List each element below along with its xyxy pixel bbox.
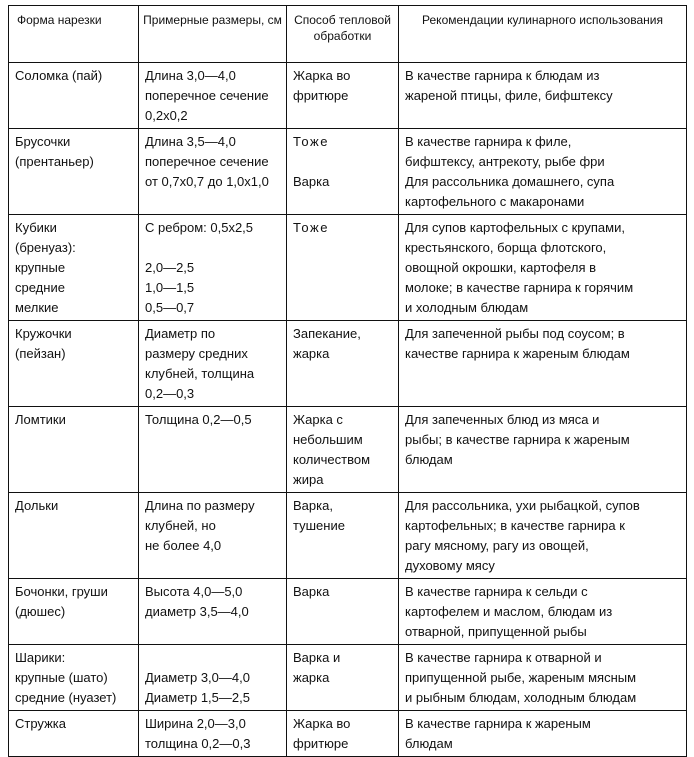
cut-form-cell bbox=[9, 645, 139, 711]
cell-line: средние (нуазет) bbox=[15, 690, 117, 705]
cell-line: 0,5—0,7 bbox=[145, 300, 195, 315]
cell-line: Брусочки bbox=[15, 134, 71, 149]
cell-line: В качестве гарнира к отварной и bbox=[405, 650, 602, 665]
cell-line: Варка, bbox=[293, 498, 333, 513]
sizes-cell bbox=[139, 711, 287, 757]
cell-line: размеру средних bbox=[145, 346, 248, 361]
cut-form-cell bbox=[9, 493, 139, 579]
cell-line: картофельного с макаронами bbox=[405, 194, 585, 209]
cell-line: Кубики bbox=[15, 220, 57, 235]
cell-line: Жарка во bbox=[293, 716, 351, 731]
culinary-use-cell bbox=[399, 63, 687, 129]
cell-line: блюдам bbox=[405, 736, 453, 751]
cell-line: Длина 3,5—4,0 bbox=[145, 134, 236, 149]
culinary-use-cell bbox=[399, 579, 687, 645]
cell-line: С ребром: 0,5х2,5 bbox=[145, 220, 254, 235]
cell-line: толщина 0,2—0,3 bbox=[145, 736, 251, 751]
cell-line: картофельных; в качестве гарнира к bbox=[405, 518, 625, 533]
cell-line: Кружочки bbox=[15, 326, 72, 341]
sizes-cell bbox=[139, 321, 287, 407]
culinary-use-cell bbox=[399, 493, 687, 579]
cell-line: крупные bbox=[15, 260, 66, 275]
cell-line: (бренуаз): bbox=[15, 240, 76, 255]
table-row bbox=[9, 407, 687, 493]
cut-form-cell bbox=[9, 63, 139, 129]
sizes-cell bbox=[139, 63, 287, 129]
cell-line: средние bbox=[15, 280, 65, 295]
cell-line: Дольки bbox=[15, 498, 59, 513]
cell-line: Диаметр 1,5—2,5 bbox=[145, 690, 250, 705]
cell-line: небольшим bbox=[293, 432, 363, 447]
cell-line: блюдам bbox=[405, 452, 453, 467]
cell-line: В качестве гарнира к филе, bbox=[405, 134, 572, 149]
cell-line: 1,0—1,5 bbox=[145, 280, 195, 295]
cell-line: Тоже bbox=[293, 220, 329, 235]
heat-method-cell bbox=[287, 711, 399, 757]
cell-line: Высота 4,0—5,0 bbox=[145, 584, 243, 599]
table-row bbox=[9, 493, 687, 579]
header-culinary-use: Рекомендации кулинарного использования bbox=[399, 6, 687, 63]
cell-line: жареной птицы, филе, бифштексу bbox=[405, 88, 613, 103]
cut-form-cell bbox=[9, 321, 139, 407]
culinary-use-cell bbox=[399, 407, 687, 493]
cell-line: духовому мясу bbox=[405, 558, 495, 573]
heat-method-cell bbox=[287, 579, 399, 645]
culinary-use-cell bbox=[399, 645, 687, 711]
cell-line: тушение bbox=[293, 518, 345, 533]
cell-line: молоке; в качестве гарнира к горячим bbox=[405, 280, 634, 295]
heat-method-cell bbox=[287, 645, 399, 711]
cell-line: овощной окрошки, картофеля в bbox=[405, 260, 597, 275]
cell-line: крупные (шато) bbox=[15, 670, 108, 685]
heat-method-cell bbox=[287, 493, 399, 579]
cell-line: припущенной рыбе, жареным мясным bbox=[405, 670, 637, 685]
cell-line: Запекание, bbox=[293, 326, 361, 341]
heat-method-cell bbox=[287, 63, 399, 129]
sizes-cell bbox=[139, 645, 287, 711]
cell-line: Стружка bbox=[15, 716, 66, 731]
cell-line: крестьянского, борща флотского, bbox=[405, 240, 607, 255]
cut-form-cell bbox=[9, 215, 139, 321]
cell-line: Ломтики bbox=[15, 412, 66, 427]
culinary-use-cell bbox=[399, 215, 687, 321]
cell-line: Диаметр 3,0—4,0 bbox=[145, 670, 250, 685]
blank-line bbox=[145, 238, 280, 258]
cell-line: В качестве гарнира к сельди с bbox=[405, 584, 588, 599]
header-sizes: Примерные размеры, см bbox=[139, 6, 287, 63]
potato-cuts-table-page bbox=[8, 5, 686, 757]
cut-form-cell bbox=[9, 407, 139, 493]
cell-line: от 0,7х0,7 до 1,0х1,0 bbox=[145, 174, 269, 189]
cell-line: Для запеченной рыбы под соусом; в bbox=[405, 326, 625, 341]
cell-line: Варка bbox=[293, 584, 330, 599]
sizes-cell bbox=[139, 215, 287, 321]
cell-line: клубней, толщина bbox=[145, 366, 255, 381]
cell-line: Длина 3,0—4,0 bbox=[145, 68, 236, 83]
cell-line: Для запеченных блюд из мяса и bbox=[405, 412, 600, 427]
culinary-use-cell bbox=[399, 711, 687, 757]
cell-line: картофелем и маслом, блюдам из bbox=[405, 604, 613, 619]
cut-form-cell bbox=[9, 711, 139, 757]
cell-line: и холодным блюдам bbox=[405, 300, 529, 315]
table-row bbox=[9, 579, 687, 645]
heat-method-cell bbox=[287, 407, 399, 493]
cut-form-cell bbox=[9, 579, 139, 645]
culinary-use-cell bbox=[399, 129, 687, 215]
table-row bbox=[9, 215, 687, 321]
cell-line: (дюшес) bbox=[15, 604, 66, 619]
heat-method-cell bbox=[287, 215, 399, 321]
cell-line: Для рассольника, ухи рыбацкой, супов bbox=[405, 498, 640, 513]
cell-line: Варка bbox=[293, 174, 330, 189]
header-cut-form: Форма нарезки bbox=[9, 6, 139, 63]
cell-line: Диаметр по bbox=[145, 326, 216, 341]
cell-line: отварной, припущенной рыбы bbox=[405, 624, 587, 639]
cell-line: не более 4,0 bbox=[145, 538, 222, 553]
table-row bbox=[9, 645, 687, 711]
heat-method-cell bbox=[287, 321, 399, 407]
cell-line: Шарики: bbox=[15, 650, 66, 665]
cell-line: диаметр 3,5—4,0 bbox=[145, 604, 249, 619]
table-row bbox=[9, 129, 687, 215]
cell-line: 0,2—0,3 bbox=[145, 386, 195, 401]
cell-line: Соломка (пай) bbox=[15, 68, 103, 83]
cell-line: Бочонки, груши bbox=[15, 584, 108, 599]
cell-line: Для супов картофельных с крупами, bbox=[405, 220, 625, 235]
cell-line: поперечное сечение bbox=[145, 154, 269, 169]
table-row bbox=[9, 711, 687, 757]
cut-form-cell bbox=[9, 129, 139, 215]
cell-line: фритюре bbox=[293, 736, 349, 751]
cell-line: Варка и bbox=[293, 650, 341, 665]
sizes-cell bbox=[139, 493, 287, 579]
cell-line: (прентаньер) bbox=[15, 154, 94, 169]
cell-line: В качестве гарнира к блюдам из bbox=[405, 68, 600, 83]
cell-line: Для рассольника домашнего, супа bbox=[405, 174, 615, 189]
cell-line: Тоже bbox=[293, 134, 329, 149]
cell-line: 2,0—2,5 bbox=[145, 260, 195, 275]
cell-line: мелкие bbox=[15, 300, 59, 315]
cell-line: жарка bbox=[293, 670, 330, 685]
sizes-cell bbox=[139, 129, 287, 215]
cell-line: количеством bbox=[293, 452, 371, 467]
blank-line bbox=[145, 648, 280, 668]
cell-line: и рыбным блюдам, холодным блюдам bbox=[405, 690, 637, 705]
cell-line: рыбы; в качестве гарнира к жареным bbox=[405, 432, 630, 447]
table-header-row bbox=[9, 6, 687, 63]
cell-line: бифштексу, антрекоту, рыбе фри bbox=[405, 154, 605, 169]
culinary-use-cell bbox=[399, 321, 687, 407]
blank-line bbox=[293, 152, 392, 172]
cell-line: 0,2х0,2 bbox=[145, 108, 188, 123]
table-row bbox=[9, 63, 687, 129]
cell-line: Длина по размеру bbox=[145, 498, 255, 513]
sizes-cell bbox=[139, 579, 287, 645]
cell-line: жарка bbox=[293, 346, 330, 361]
table-row bbox=[9, 321, 687, 407]
cell-line: В качестве гарнира к жареным bbox=[405, 716, 591, 731]
sizes-cell bbox=[139, 407, 287, 493]
cell-line: (пейзан) bbox=[15, 346, 66, 361]
cell-line: клубней, но bbox=[145, 518, 216, 533]
cell-line: Толщина 0,2—0,5 bbox=[145, 412, 252, 427]
cell-line: Ширина 2,0—3,0 bbox=[145, 716, 246, 731]
potato-cuts-table bbox=[8, 5, 687, 757]
cell-line: рагу мясному, рагу из овощей, bbox=[405, 538, 589, 553]
table-body bbox=[9, 63, 687, 757]
cell-line: качестве гарнира к жареным блюдам bbox=[405, 346, 630, 361]
header-heat-method: Способ тепловой обработки bbox=[287, 6, 399, 63]
cell-line: Жарка во bbox=[293, 68, 351, 83]
cell-line: поперечное сечение bbox=[145, 88, 269, 103]
heat-method-cell bbox=[287, 129, 399, 215]
cell-line: фритюре bbox=[293, 88, 349, 103]
cell-line: жира bbox=[293, 472, 324, 487]
cell-line: Жарка с bbox=[293, 412, 343, 427]
